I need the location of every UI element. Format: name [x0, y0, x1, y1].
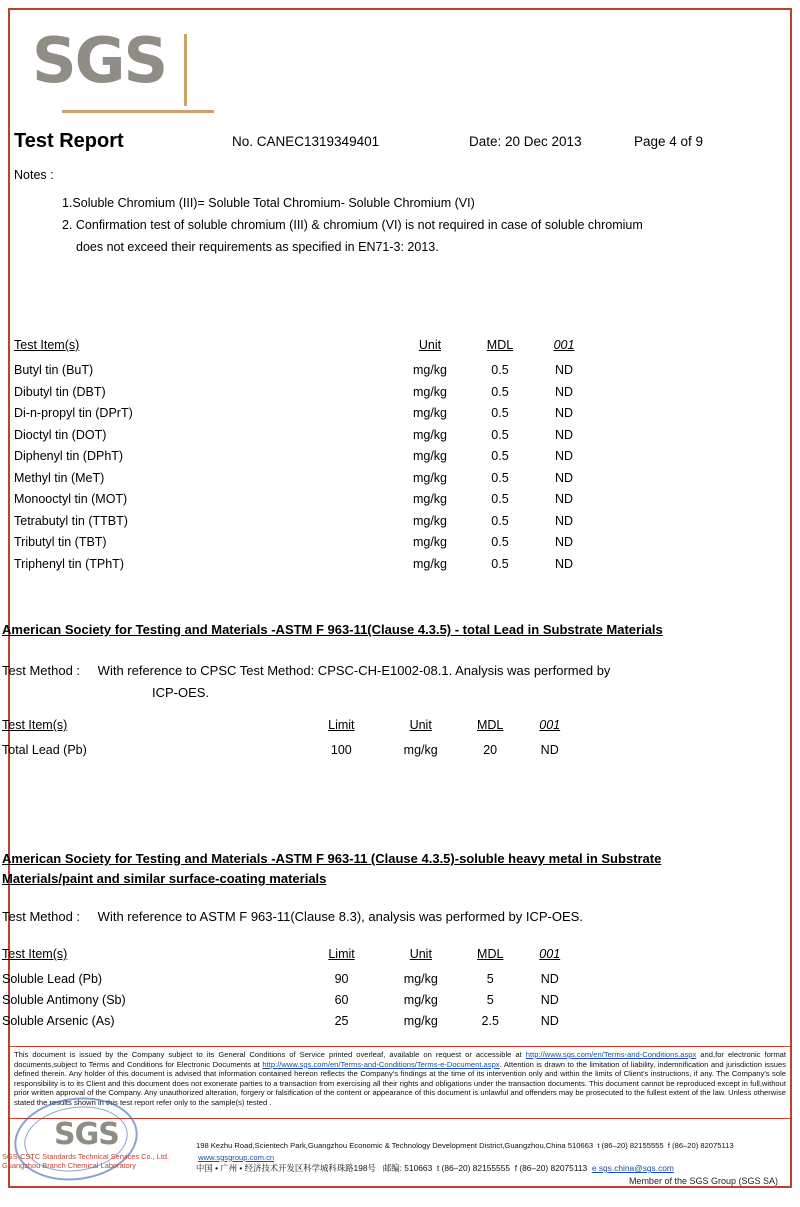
table-row: [14, 406, 594, 428]
cell-test-item: Butyl tin (BuT): [14, 363, 94, 377]
col-unit: Unit: [418, 338, 442, 352]
cell-test-item: Total Lead (Pb): [2, 743, 87, 757]
col-test-item: Test Item(s): [14, 338, 80, 352]
cell-result: ND: [554, 513, 574, 528]
cell-mdl: 0.5: [491, 384, 509, 399]
cell-mdl: 0.5: [491, 535, 509, 549]
cell-unit: mg/kg: [412, 427, 448, 442]
soluble-rows: [2, 972, 577, 1035]
cell-result: ND: [540, 972, 559, 986]
logo-vertical-rule: [184, 34, 187, 106]
cell-mdl: 20: [483, 743, 498, 757]
address-chinese: 中国 • 广州 • 经济技术开发区科学城科珠路198号: [196, 1163, 376, 1173]
address-english-fax: f (86–20) 82075113: [667, 1141, 734, 1150]
cell-result: ND: [540, 743, 559, 757]
sgs-email-link[interactable]: e sgs.china@sgs.com: [591, 1163, 674, 1173]
col-unit: Unit: [409, 947, 432, 961]
table-row: [2, 743, 577, 764]
col-result-001: 001: [553, 338, 575, 352]
total-lead-results-table: [2, 718, 577, 764]
cell-mdl: 0.5: [491, 449, 509, 463]
cell-mdl: 0.5: [491, 470, 509, 485]
col-test-item: Test Item(s): [2, 718, 68, 732]
method-text-cont: ICP-OES.: [152, 685, 210, 700]
table-row: [14, 471, 594, 493]
address-english-tel: t (86–20) 82155555: [597, 1141, 664, 1150]
address-chinese-fax: f (86–20) 82075113: [514, 1163, 588, 1173]
table-header-row: [14, 338, 594, 363]
sgs-logo: [32, 22, 192, 100]
page-indicator: Page 4 of 9: [634, 134, 704, 149]
cell-limit: 60: [334, 993, 349, 1007]
cell-unit: mg/kg: [412, 556, 448, 571]
cell-mdl: 0.5: [491, 556, 509, 571]
col-unit: Unit: [409, 718, 432, 732]
cell-test-item: Di-n-propyl tin (DPrT): [14, 406, 133, 420]
terms-conditions-link[interactable]: http://www.sgs.com/en/Terms-and-Conditions.aspx: [525, 1050, 697, 1059]
table-row: [2, 1014, 577, 1035]
cell-unit: mg/kg: [412, 384, 448, 399]
organotin-results-table: [14, 338, 594, 578]
report-number: No. CANEC1319349401: [232, 134, 380, 149]
note-line-1: 1.Soluble Chromium (III)= Soluble Total Chromium- Soluble Chromium (VI): [62, 196, 475, 210]
table-row: [2, 993, 577, 1014]
footer-company-name: [2, 1152, 192, 1170]
sgs-logo-text: SGS: [32, 24, 167, 97]
table-row: [14, 514, 594, 536]
cell-test-item: Monooctyl tin (MOT): [14, 492, 128, 506]
col-limit: Limit: [328, 947, 355, 961]
cell-test-item: Diphenyl tin (DPhT): [14, 449, 124, 463]
cell-unit: mg/kg: [412, 513, 448, 528]
section-heading-soluble-1: American Society for Testing and Materials -ASTM F 963-11 (Clause 4.3.5)-soluble heavy metal in Substrate: [2, 851, 662, 866]
report-header: [14, 130, 786, 154]
cell-unit: mg/kg: [412, 406, 448, 420]
table-row: [14, 449, 594, 471]
legal-part-1: This document is issued by the Company subject to its General Conditions of Service printed overleaf, available on request or accessible at: [14, 1050, 526, 1059]
cell-test-item: Dibutyl tin (DBT): [14, 384, 106, 399]
cell-test-item: Soluble Arsenic (As): [2, 1014, 115, 1028]
legal-part-3: . Attention is drawn to the limitation of liability, indemnification and jurisdiction issues defined therein. Any holder of this document is advised that information contained hereon reflects the Company's findings at the time of its intervention only and within the limits of Client's instructions, if any. The Company's sole responsibility is to its Client and this document does not exonerate parties to a transaction from exercising all their rights and obligations under the transaction documents. This document cannot be reproduced except in full,without prior written approval of the Company. Any unauthorized alteration, forgery or falsification of the content or appearance of this document is unlawful and offenders may be prosecuted to the fullest extent of the law. Unless otherwise stated the results shown in this test report refer only to the sample(s) tested .: [14, 1059, 787, 1107]
cell-mdl: 2.5: [481, 1014, 499, 1028]
page-border-right: [790, 8, 792, 1188]
cell-mdl: 5: [486, 993, 494, 1007]
address-english: 198 Kezhu Road,Scientech Park,Guangzhou Economic & Technology Development District,Guangzhou,China 510663: [196, 1141, 594, 1150]
method-label: Test Method :: [2, 663, 81, 678]
logo-horizontal-rule: [62, 110, 214, 113]
cell-limit: 25: [334, 1014, 349, 1028]
table-row: [14, 492, 594, 514]
cell-result: ND: [554, 384, 574, 399]
report-date: Date: 20 Dec 2013: [469, 134, 582, 149]
table-row: [14, 363, 594, 385]
col-result-001: 001: [539, 718, 561, 732]
footer-address-block: [196, 1140, 800, 1175]
cell-result: ND: [554, 492, 574, 506]
method-text: With reference to CPSC Test Method: CPSC-CH-E1002-08.1. Analysis was performed by: [97, 663, 611, 678]
cell-result: ND: [554, 535, 574, 549]
table-row: [14, 535, 594, 557]
col-result-001: 001: [539, 947, 561, 961]
address-english-row: [196, 1140, 800, 1163]
cell-mdl: 0.5: [491, 363, 509, 377]
table-row: [2, 972, 577, 993]
method-text: With reference to ASTM F 963-11(Clause 8.3), analysis was performed by ICP-OES.: [97, 909, 583, 924]
company-name-line-2: Guangzhou Branch Chemical Laboratory: [2, 1161, 136, 1170]
notes-body: [62, 192, 790, 258]
col-mdl: MDL: [476, 718, 504, 732]
cell-mdl: 5: [486, 972, 494, 986]
page-title: Test Report: [14, 130, 124, 152]
cell-unit: mg/kg: [412, 470, 448, 485]
cell-mdl: 0.5: [491, 406, 509, 420]
cell-result: ND: [554, 427, 574, 442]
total-lead-rows: [2, 743, 577, 764]
cell-unit: mg/kg: [412, 449, 448, 463]
cell-result: ND: [554, 363, 574, 377]
footer-divider-top: [10, 1046, 790, 1047]
cell-unit: mg/kg: [412, 363, 448, 377]
method-label: Test Method :: [2, 909, 81, 924]
method-soluble: [2, 906, 583, 928]
cell-result: ND: [554, 406, 574, 420]
cell-test-item: Methyl tin (MeT): [14, 470, 105, 485]
footer-legal-text: [14, 1050, 786, 1108]
cell-mdl: 0.5: [491, 513, 509, 528]
table-header-row: [2, 718, 577, 743]
cell-unit: mg/kg: [403, 993, 438, 1007]
page-border-bottom: [8, 1186, 792, 1188]
cell-test-item: Triphenyl tin (TPhT): [14, 556, 124, 571]
cell-result: ND: [554, 449, 574, 463]
table-row: [14, 428, 594, 450]
cell-test-item: Tetrabutyl tin (TTBT): [14, 513, 128, 528]
cell-unit: mg/kg: [403, 972, 438, 986]
cell-unit: mg/kg: [403, 1014, 438, 1028]
col-mdl: MDL: [477, 947, 504, 961]
cell-mdl: 0.5: [491, 492, 509, 506]
cell-test-item: Dioctyl tin (DOT): [14, 427, 107, 442]
cell-unit: mg/kg: [412, 535, 448, 549]
cell-test-item: Soluble Antimony (Sb): [2, 993, 126, 1007]
company-name-line-1: SGS-CSTC Standards Technical Services Co., Ltd.: [2, 1152, 170, 1161]
address-chinese-row: [196, 1163, 800, 1175]
cell-limit: 90: [334, 972, 349, 986]
cell-result: ND: [540, 1014, 559, 1028]
cell-result: ND: [554, 556, 574, 571]
col-limit: Limit: [328, 718, 355, 732]
col-mdl: MDL: [486, 338, 514, 352]
cell-result: ND: [554, 470, 574, 485]
page-border-top: [8, 8, 792, 10]
cell-limit: 100: [330, 743, 352, 757]
section-heading-soluble-2: Materials/paint and similar surface-coating materials: [2, 871, 327, 886]
cell-test-item: Soluble Lead (Pb): [2, 972, 103, 986]
note-line-2: 2. Confirmation test of soluble chromium (III) & chromium (VI) is not required in case of soluble chromium: [62, 218, 643, 232]
table-row: [14, 557, 594, 579]
footer-member-note: Member of the SGS Group (SGS SA): [628, 1176, 778, 1186]
footer-sgs-logo-text: SGS: [54, 1117, 119, 1152]
sgs-website-link[interactable]: www.sgsgroup.com.cn: [198, 1152, 275, 1162]
section-heading-total-lead: American Society for Testing and Materials -ASTM F 963-11(Clause 4.3.5) - total Lead in Substrate Materials: [2, 622, 663, 637]
soluble-heavy-metal-results-table: [2, 947, 577, 1035]
address-chinese-zip: 邮编: 510663: [382, 1163, 433, 1173]
cell-test-item: Tributyl tin (TBT): [14, 535, 107, 549]
method-total-lead: [2, 660, 610, 704]
notes-label: Notes :: [14, 168, 54, 182]
col-test-item: Test Item(s): [2, 947, 68, 961]
cell-unit: mg/kg: [403, 743, 438, 757]
table-row: [14, 385, 594, 407]
cell-mdl: 0.5: [491, 427, 509, 442]
address-chinese-tel: t (86–20) 82155555: [436, 1163, 511, 1173]
cell-unit: mg/kg: [412, 492, 448, 506]
organotin-rows: [14, 363, 594, 578]
cell-result: ND: [540, 993, 559, 1007]
table-header-row: [2, 947, 577, 972]
electronic-documents-link[interactable]: http://www.sgs.com/en/Terms-and-Conditions/Terms-e-Document.aspx: [262, 1059, 500, 1069]
note-line-3: does not exceed their requirements as specified in EN71-3: 2013.: [76, 240, 439, 254]
legal-part-2: and,for electronic format documents,subject to Terms and Conditions for Electronic Documents at: [14, 1050, 786, 1069]
